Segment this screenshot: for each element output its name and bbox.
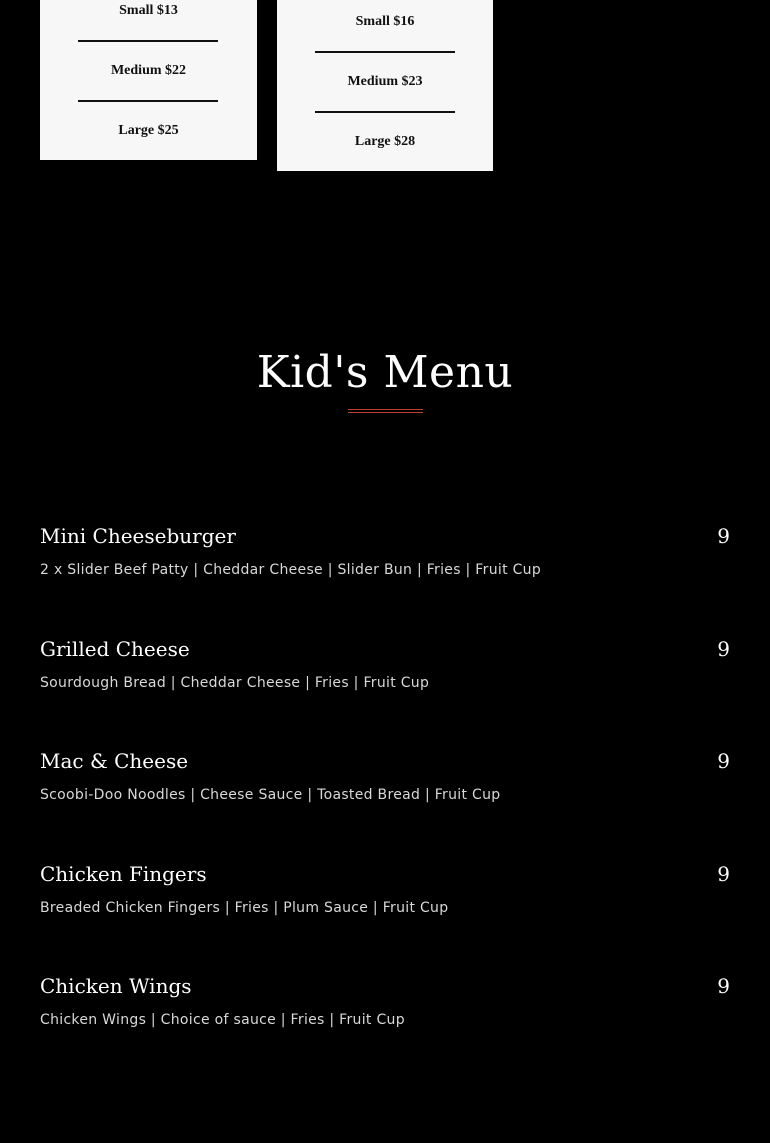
item-description: Chicken Wings | Choice of sauce | Fries | Fruit Cup [40,1012,405,1028]
item-description: Sourdough Bread | Cheddar Cheese | Fries | Fruit Cup [40,675,430,691]
item-description: Breaded Chicken Fingers | Fries | Plum Sauce | Fruit Cup [40,900,449,916]
kids-menu-title: Kid's Menu [256,347,514,398]
card-divider [315,111,455,113]
item-price: 9 [717,974,730,998]
size-large-price: Large $28 [354,134,416,149]
item-description: 2 x Slider Beef Patty | Cheddar Cheese | Slider Bun | Fries | Fruit Cup [40,562,542,578]
item-description: Scoobi-Doo Noodles | Cheese Sauce | Toasted Bread | Fruit Cup [40,787,501,803]
item-name: Mac & Cheese [40,749,189,773]
card-divider [78,40,218,42]
size-medium-price: Medium $22 [110,63,187,78]
item-name: Mini Cheeseburger [40,524,236,548]
title-underline [348,409,423,413]
item-price: 9 [717,524,730,548]
item-name: Grilled Cheese [40,637,190,661]
pricing-card-1 [40,0,257,160]
item-price: 9 [717,637,730,661]
size-large-price: Large $25 [118,123,179,138]
size-medium-price: Medium $23 [347,74,423,89]
card-divider [315,51,455,53]
size-small-price: Small $16 [355,14,415,29]
card-divider [78,100,218,102]
pricing-card-2 [277,0,493,171]
size-small-price: Small $13 [119,3,178,18]
item-price: 9 [717,862,730,886]
item-name: Chicken Wings [40,974,192,998]
item-price: 9 [717,749,730,773]
item-name: Chicken Fingers [40,862,207,886]
